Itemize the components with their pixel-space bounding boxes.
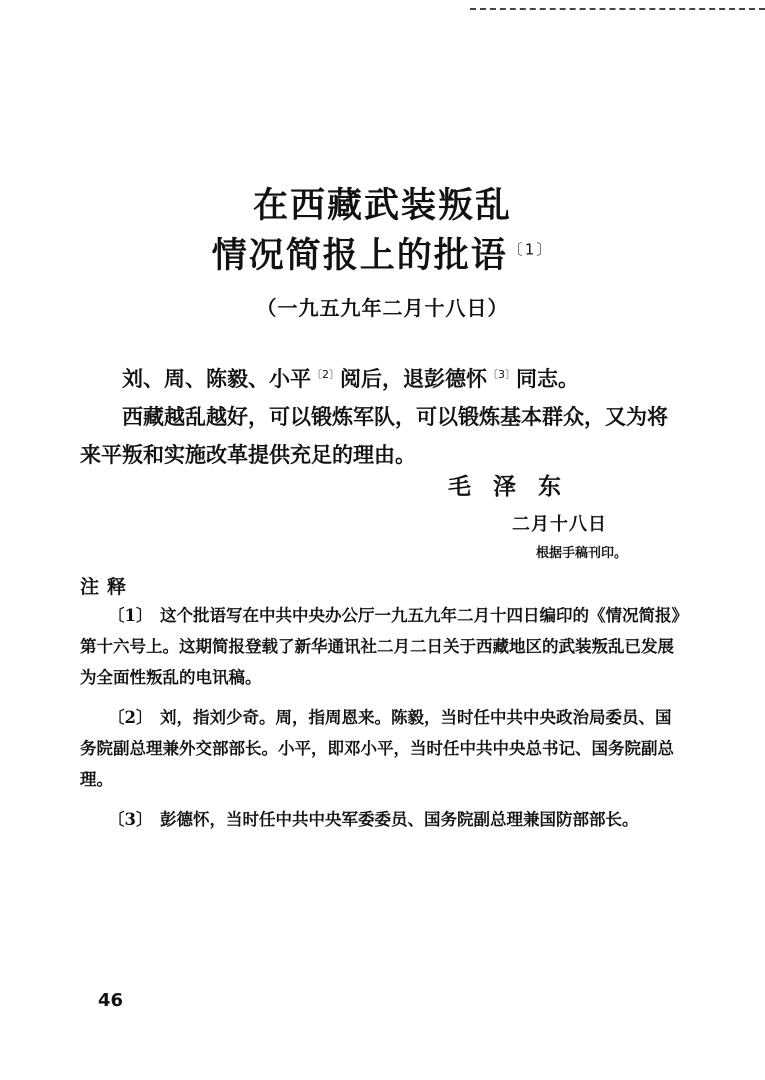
page-number: 46 [98, 990, 124, 1011]
para1-part-b: 阅后，退彭德怀 [340, 367, 487, 391]
note-text: 这个批语写在中共中央办公厅一九五九年二月十四日编印的《情况简报》第十六号上。这期简报登载了新华通讯社二月二日关于西藏地区的武装叛乱已发展为全面性叛乱的电讯稿。 [80, 606, 680, 687]
para1-part-c: 同志。 [516, 367, 579, 391]
title-line-1-text: 在西藏武装叛乱 [252, 186, 512, 226]
note-number: 〔1〕 [108, 606, 153, 625]
footnote-ref-2: 〔2〕 [311, 368, 340, 381]
note-text: 刘，指刘少奇。周，指周恩来。陈毅，当时任中共中央政治局委员、国务院副总理兼外交部部长。小平，即邓小平，当时任中共中央总书记、国务院副总理。 [80, 708, 674, 789]
body-paragraph-1 [80, 356, 680, 398]
title-line-2-text: 情况简报上的批语 [211, 236, 508, 276]
body-paragraph-2: 西藏越乱越好，可以锻炼军队，可以锻炼基本群众，又为将来平叛和实施改革提供充足的理由。 [80, 405, 668, 467]
footnote-ref-3: 〔3〕 [487, 368, 516, 381]
top-rule [470, 8, 765, 10]
title-line-2 [0, 228, 765, 278]
note-2 [80, 702, 680, 795]
note-1 [80, 600, 680, 693]
source-note: 根据手稿刊印。 [536, 546, 628, 561]
document-date: （一九五九年二月十八日） [256, 296, 509, 320]
body-text [80, 356, 680, 474]
note-number: 〔2〕 [108, 708, 153, 727]
signature-date: 二月十八日 [512, 514, 607, 535]
para1-part-a: 刘、周、陈毅、小平 [122, 367, 311, 391]
title-line-1 [0, 178, 765, 228]
notes-heading: 注释 [80, 576, 135, 598]
note-3 [80, 804, 680, 835]
signature: 毛泽东 [448, 473, 583, 500]
title-footnote-ref: 〔1〕 [507, 240, 554, 259]
note-text: 彭德怀，当时任中共中央军委委员、国务院副总理兼国防部部长。 [160, 810, 639, 829]
note-number: 〔3〕 [108, 810, 153, 829]
